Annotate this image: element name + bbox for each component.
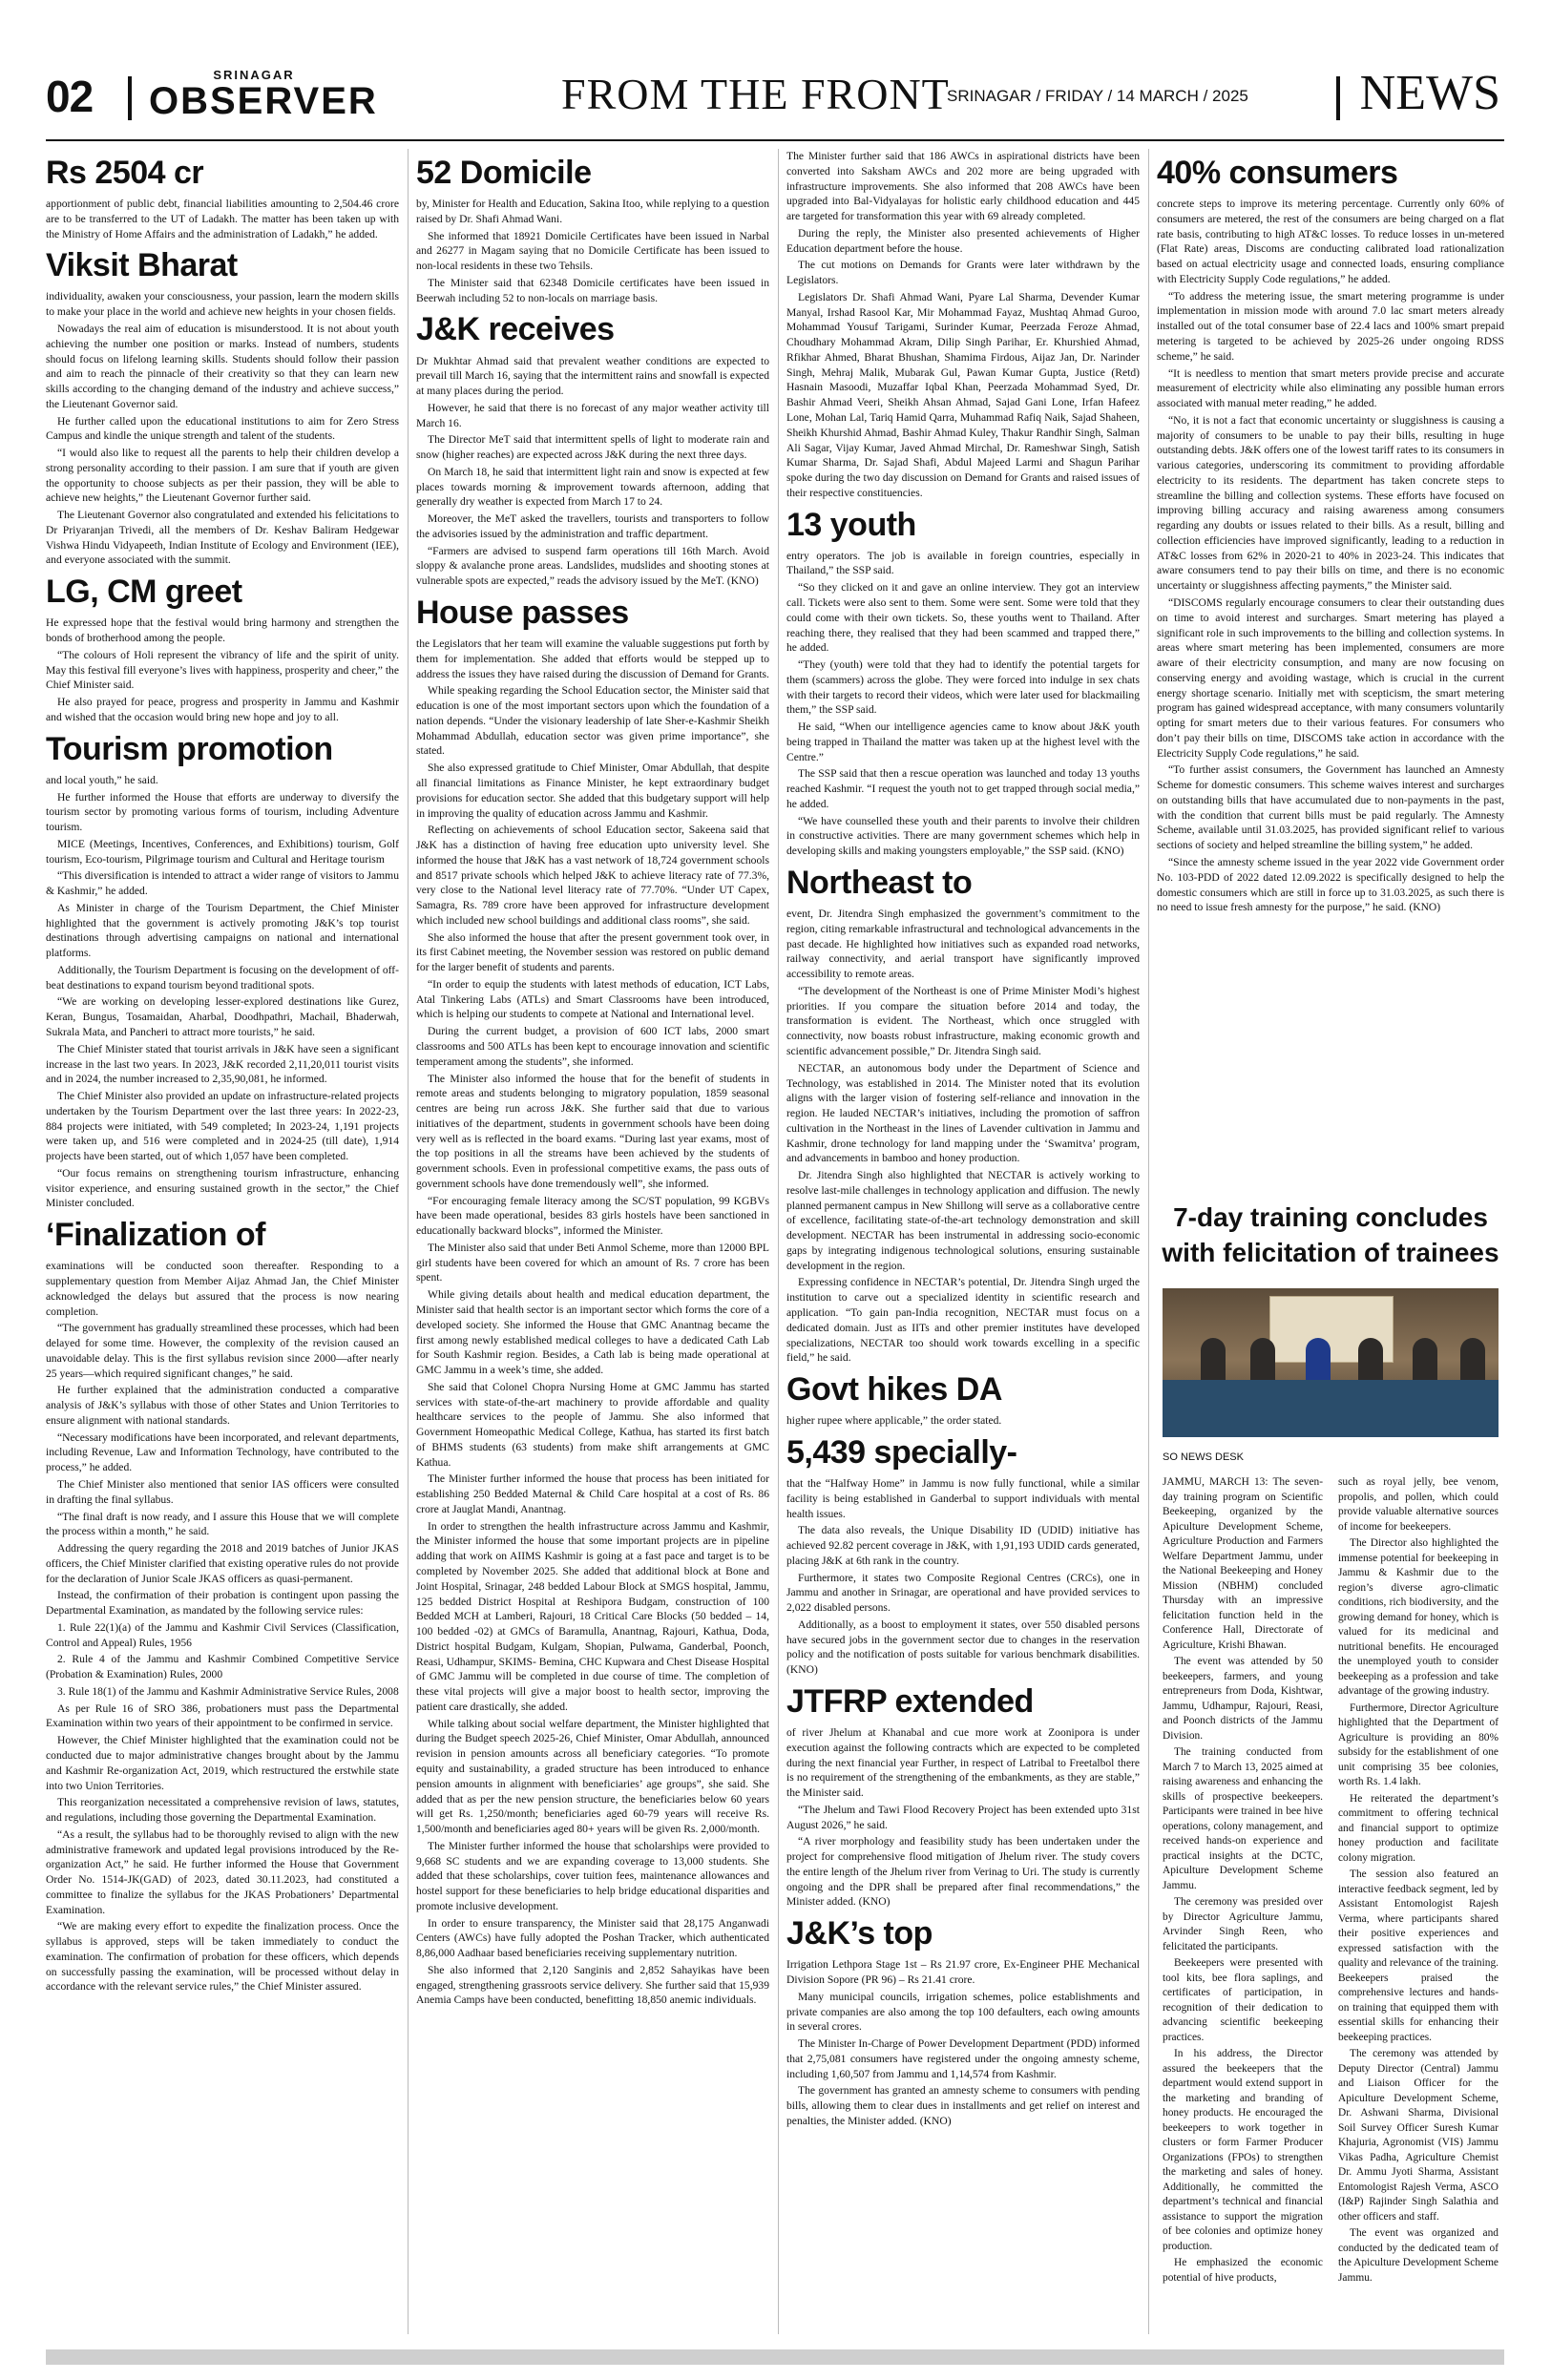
article-paragraph: “We have counselled these youth and their parents to involve their children in constructive activities. There are many government schemes which help in developing skills and making youngsters employable,” the SSP said. (KNO) <box>786 814 1140 858</box>
article-paragraph: The training conducted from March 7 to March 13, 2025 aimed at raising awareness and enhancing the skills of prospective beekeepers. Participants were trained in bee hive operations, colony management, and received hands-on experience and practical insights at the DCTC, Apiculture Development Scheme Jammu. <box>1163 1746 1323 1891</box>
article-paragraph: apportionment of public debt, financial liabilities amounting to 2,504.46 crore are to be transferred to the UT of Ladakh. The matter has been taken up with the Ministry of Home Affairs and the administration of Ladakh,” he added. <box>46 198 399 240</box>
article-headline: Tourism promotion <box>46 730 333 767</box>
article-paragraph: She also informed that 2,120 Sanginis and 2,852 Sahayikas have been engaged, strengthening grassroots service delivery. She further said that 15,939 Anemia Camps have been conducted, benefitting 18,850 anemic individuals. <box>416 1963 769 2007</box>
article-paragraph: He expressed hope that the festival would bring harmony and strengthen the bonds of brotherhood among the people. <box>46 616 399 645</box>
article-paragraph: The Minister said that 62348 Domicile certificates have been issued in Beerwah including 52 to non-locals on marriage basis. <box>416 276 769 304</box>
article-paragraph: Addressing the query regarding the 2018 and 2019 batches of Junior JKAS officers, the Chief Minister clarified that existing operative rules do not provide for the declaration of Junior Scale JKAS officers as quasi-permanent. <box>46 1542 399 1585</box>
logo-big-text: OBSERVER <box>149 80 378 122</box>
article <box>416 311 769 589</box>
article-headline: Rs 2504 cr <box>46 155 204 191</box>
article-paragraph: “The final draft is now ready, and I assure this House that we will complete the process within a month,” he said. <box>46 1510 399 1538</box>
column-3 <box>786 149 1140 2344</box>
article-paragraph: The Minister also informed the house that for the benefit of students in remote areas and students belonging to migratory population, 1859 seasonal centres are being run across J&K. She further said that due to various initiatives of the department, students in government schools have been doing very well as is reflected in the board exams. “During last year exams, most of the top positions in all the streams have been achieved by the students of government schools. Even in professional competitive exams, the pass outs of government schools have done tremendously well”, she informed. <box>416 1072 769 1190</box>
article <box>46 574 399 724</box>
article-paragraph: He further informed the House that efforts are underway to diversify the tourism sector by promoting various forms of tourism, including Adventure tourism. <box>46 790 399 834</box>
article-paragraph: This reorganization necessitated a comprehensive revision of laws, statutes, and regulations, including those governing the Departmental Examination. <box>46 1796 399 1825</box>
article <box>46 247 399 568</box>
column-divider <box>408 149 409 2334</box>
article-paragraph: During the current budget, a provision of 600 ICT labs, 2000 smart classrooms and 500 ATLs has been kept to encourage innovation and scientific temperament among the students”, she informed. <box>416 1025 769 1068</box>
masthead <box>46 61 1504 130</box>
article-paragraph: The data also reveals, the Unique Disability ID (UDID) initiative has achieved 92.82 percent coverage in J&K, with 1,91,193 UDID cards generated, placing J&K at 6th rank in the country. <box>786 1524 1140 1567</box>
article-paragraph: such as royal jelly, bee venom, propolis, and pollen, which could provide valuable alternative sources of income for beekeepers. <box>1338 1476 1499 1533</box>
article-paragraph: “It is needless to mention that smart meters provide precise and accurate measurement of electricity while also eliminating any possible human errors associated with manual meter reading,” he added. <box>1157 366 1504 410</box>
article <box>786 507 1140 859</box>
dateline: SRINAGAR / FRIDAY / 14 MARCH / 2025 <box>947 87 1248 105</box>
article <box>46 155 399 241</box>
masthead-divider <box>128 76 132 120</box>
article-paragraph: “As a result, the syllabus had to be thoroughly revised to align with the new administrative framework and updated legal provisions introduced by the Re-organization Act,” he said. He further informed the House that Government Order No. 1514-JK(GAD) of 2023, dated 30.11.2023, had constituted a committee to finalize the syllabus for the JKAS Probationers’ Departmental Examination. <box>46 1827 399 1916</box>
article-paragraph: “To further assist consumers, the Government has launched an Amnesty Scheme for domestic consumers. This scheme waives interest and surcharges on outstanding bills that have accumulated due to non-payments in the past, with the condition that current bills must be paid regularly. The Amnesty Scheme, available until 31.03.2025, has provided significant relief to various sections of society and helped streamline the billing system,” he added. <box>1157 763 1504 852</box>
article-paragraph: 2. Rule 4 of the Jammu and Kashmir Combined Competitive Service (Probation & Examination) Rules, 2000 <box>46 1653 399 1681</box>
training-column-2 <box>1338 1475 1499 2334</box>
article-paragraph: He further called upon the educational institutions to aim for Zero Stress Campus and kindle the unique strength and talent of the students. <box>46 414 399 443</box>
article-paragraph: 1. Rule 22(1)(a) of the Jammu and Kashmir Civil Services (Classification, Control and Appeal) Rules, 1956 <box>46 1620 399 1649</box>
article <box>786 1434 1140 1678</box>
article-paragraph: The Minister further said that 186 AWCs in aspirational districts have been converted into Saksham AWCs and 202 more are being upgraded with infrastructure improvements. She also informed that 208 AWCs have been upgraded into Bal-Vidyalayas for holistic early childhood education and 445 are targeted for transformation this year with 69 already completed. <box>786 150 1140 223</box>
article-paragraph: Legislators Dr. Shafi Ahmad Wani, Pyare Lal Sharma, Devender Kumar Manyal, Irshad Rasool Kar, Mir Mohammad Fayaz, Mushtaq Ahmad Guroo, Mohammad Yousuf Tarigami, Surinder Kumar, Peerzada Feroze Ahmad, Choudhary Mohammad Akram, Dilip Singh Parihar, Er. Khurshied Ahmad, Rfikhar Ahmed, Bharat Bhushan, Shamima Firdous, Aijaz Jan, Dr. Narinder Singh, Mehraj Malik, Mubarak Gul, Pawan Kumar Gupta, Justice (Retd) Hasnain Masoodi, Muzaffar Iqbal Khan, Peerzada Mohammad Syed, Dr. Bashir Ahmad Veeri, Sheikh Ahsan Ahmad, Sajad Gani Lone, Irfan Hafeez Lone, Mohan Lal, Tariq Hamid Qarra, Muhammad Rafiq Naik, Sajad Shaheen, Sheikh Khurshid Ahmad, Bashir Ahmad Kuley, Thakur Randhir Singh, Salman Ali Sagar, Vijay Kumar, Javed Ahmad Mirchal, Dr. Rameshwar Singh, Satish Kumar Sharma, Dr. Sajad Shafi, Abdul Majeed Larmi and Shagun Parihar spoke during the two day discussion on Demand for Grants and raised issues of their respective constituencies. <box>786 290 1140 499</box>
article-headline: Northeast to <box>786 865 973 901</box>
article-paragraph: of river Jhelum at Khanabal and cue more work at Zoonipora is under execution against the following contracts which are expected to be completed during the next financial year Further, in respect of Latribal to Freetalbol there is no requirement of the strengthening of the embankments, as they are stable,” the Minister said. <box>786 1726 1140 1800</box>
article <box>1157 155 1504 915</box>
article-paragraph: Reflecting on achievements of school Education sector, Sakeena said that J&K has a distinction of having free education upto university level. She informed the house that J&K has a vast network of 18,724 government schools and 8517 private schools which helped J&K to achieve literacy rate of 77.3%, very close to the National level literacy rate of 77.70%. “Under UT Capex, Samagra, Rs. 789 crore have been approved for infrastructure development which included new school buildings and additional class rooms”, she said. <box>416 824 769 927</box>
article-paragraph: “The Jhelum and Tawi Flood Recovery Project has been extended upto 31st August 2026,” he said. <box>786 1803 1140 1831</box>
article-paragraph: However, the Chief Minister highlighted that the examination could not be conducted due to major administrative changes brought about by the Jammu and Kashmir Re-organization Act, 2019, which restructured the erstwhile state into two Union Territories. <box>46 1734 399 1792</box>
article-paragraph: “We are making every effort to expedite the finalization process. Once the syllabus is approved, steps will be taken immediately to conduct the examination. The confirmation of probation for these officers, which depends on successfully passing the examination, will be processed without delay in accordance with the relevant service rules,” the Chief Minister assured. <box>46 1920 399 1994</box>
article-paragraph: He also prayed for peace, progress and prosperity in Jammu and Kashmir and wished that the occasion would bring new hope and joy to all. <box>46 696 399 723</box>
article-paragraph: However, he said that there is no forecast of any major weather activity till March 16. <box>416 401 769 429</box>
article-paragraph: Beekeepers were presented with tool kits, bee flora saplings, and certificates of participation, in recognition of their dedication to advancing scientific beekeeping practices. <box>1163 1957 1323 2043</box>
article-headline: House passes <box>416 595 629 631</box>
article-paragraph: The Minister In-Charge of Power Development Department (PDD) informed that 2,75,081 consumers have registered under the ongoing amnesty scheme, including 1,60,507 from Jammu and 1,14,574 from Kashmir. <box>786 2037 1140 2080</box>
article-paragraph: concrete steps to improve its metering percentage. Currently only 60% of consumers are metered, the rest of the consumers are being charged on a flat rate basis, contributing to high AT&C losses. To reduce losses in un-metered (Flat Rate) areas, Discoms are conducting calibrated load rationalization based on actual electricity usage and connected loads, ensuring compliance with Electricity Supply Code regulations,” he added. <box>1157 198 1504 285</box>
article-paragraph: MICE (Meetings, Incentives, Conferences, and Exhibitions) tourism, Golf tourism, Eco-tourism, Pilgrimage tourism and Cultural and Heritage tourism <box>46 837 399 866</box>
column-4 <box>1157 149 1504 1199</box>
article-paragraph: The Chief Minister also provided an update on infrastructure-related projects undertaken by the Tourism Department over the last three years: In 2022-23, 884 projects were initiated, with 549 completed; In 2023-24, 1,191 projects were taken up, and 516 were completed and in 2024-25 (till date), 1,914 projects have been started, out of which 1,057 have been completed. <box>46 1090 399 1163</box>
article-paragraph: The session also featured an interactive feedback segment, led by Assistant Entomologist Rajesh Verma, where participants shared their positive experiences and expressed satisfaction with the quality and relevance of the training. Beekeepers praised the comprehensive lectures and hands-on training that equipped them with essential skills for enhancing their beekeeping practices. <box>1338 1869 1499 2043</box>
news-label: NEWS <box>1359 66 1500 120</box>
article-paragraph: The Chief Minister stated that tourist arrivals in J&K have seen a significant increase in the last two years. In 2023, J&K recorded 2,11,20,011 tourist visits and in 2024, the number increased to 2,35,90,081, he informed. <box>46 1042 399 1086</box>
article-paragraph: NECTAR, an autonomous body under the Department of Science and Technology, was established in 2014. The Minister noted that its evolution aligns with the larger vision of fostering self-reliance and innovation in the region. He lauded NECTAR’s initiatives, including the promotion of saffron cultivation in the Northeast in the lines of Lavender cultivation in Jammu and Kashmir, drone technology for land mapping under the ‘Swamitva’ program, and advancements in bamboo and honey production. <box>786 1061 1140 1165</box>
page-number: 02 <box>46 72 94 121</box>
page-footer-bar <box>46 2349 1504 2365</box>
article-paragraph: The Minister also said that under Beti Anmol Scheme, more than 12000 BPL girl students have been covered for which an amount of Rs. 7 crore has been spent. <box>416 1241 769 1284</box>
article-paragraph: The cut motions on Demands for Grants were later withdrawn by the Legislators. <box>786 259 1140 287</box>
article-paragraph: The Director MeT said that intermittent spells of light to moderate rain and snow (higher reaches) are expected across J&K during the next three days. <box>416 433 769 462</box>
article-paragraph: entry operators. The job is available in foreign countries, especially in Thailand,” the SSP said. <box>786 549 1140 577</box>
training-column-1 <box>1163 1475 1323 2334</box>
article-paragraph: “In order to equip the students with latest methods of education, ICT Labs, Atal Tinkering Labs (ATLs) and Smart Classrooms have been introduced, which is helping our students to compete at National and International level. <box>416 977 769 1021</box>
column-divider <box>1148 149 1149 2334</box>
article-paragraph: “So they clicked on it and gave an online interview. They got an interview call. Tickets were also sent to them. Some were sent. Some were told that they could come with their own tickets. So, these youths went to Thailand. After reaching there, they realised that they had been scammed and trapped there,” he added. <box>786 581 1140 655</box>
article-paragraph: Expressing confidence in NECTAR’s potential, Dr. Jitendra Singh urged the institution to carve out a specialized identity in scientific research and application. “To gain pan-India recognition, NECTAR must focus on a dedicated domain. Just as IITs and other premier institutes have developed specializations, NECTAR too should work towards excelling in a specific field,” he said. <box>786 1276 1140 1365</box>
article-paragraph: In order to strengthen the health infrastructure across Jammu and Kashmir, the Minister informed the house that some important projects are in pipeline adding that work on AIIMS Kashmir is going at a fast pace and target is to be completed by November 2025. She added that additional block at Bone and Joint Hospital, Srinagar, 248 bedded Labour Block at SMGS hospital, Jammu, 125 bedded District Hospital at Reshipora Budgam, construction of 100 Bedded MCH at Lamberi, Rajouri, 18 Critical Care Blocks (50 bedded – 14, 100 bedded -02) at GMCs of Baramulla, Anantnag, Rajouri, Kathua, Doda, District hospital Budgam, Kulgam, Shopian, Pulwama, Ganderbal, Poonch, Reasi, Udhampur, SKIMS- Bemina, CHC Kupwara and Chest Disease Hospital of GMC Jammu will be completed in due course of time. The completion of these vital projects will give a major boost to health sector, improving the patient care drastically, she added. <box>416 1519 769 1713</box>
article-paragraph: The SSP said that then a rescue operation was launched and today 13 youths reached Kashmir. “I request the youth not to get trapped through social media,” he added. <box>786 767 1140 810</box>
article-paragraph: The event was organized and conducted by the dedicated team of the Apiculture Development Scheme Jammu. <box>1338 2227 1499 2284</box>
article-paragraph: “Farmers are advised to suspend farm operations till 16th March. Avoid sloppy & avalanche prone areas. Landslides, mudslides and shooting stones at vulnerable spots are expected,” reads the advisory issued by the MeT. (KNO) <box>416 544 769 588</box>
article-headline: JTFRP extended <box>786 1682 1034 1720</box>
article-paragraph: The ceremony was presided over by Director Agriculture Jammu, Arvinder Singh Reen, who felicitated the participants. <box>1163 1896 1323 1952</box>
article-paragraph: While talking about social welfare department, the Minister highlighted that during the Budget speech 2025-26, Chief Minister, Omar Abdullah, announced revision in pension amounts across all beneficiary categories. “To promote equity and sustainability, a graded structure has been introduced to enhance pension amounts in alignment with beneficiaries’ age groups”, she said. She added that as per the new pension structure, the beneficiaries below 60 years will get Rs. 1,250/month; beneficiaries aged 60-79 years will receive Rs. 1,500/month and beneficiaries aged 80+ years will be given Rs. 2,000/month. <box>416 1717 769 1836</box>
article-headline: J&K’s top <box>786 1915 933 1952</box>
article-paragraph: She also informed the house that after the present government took over, in its first Cabinet meeting, the November session was restored on public demand for the larger benefit of students and parents. <box>416 930 769 974</box>
article-paragraph: Moreover, the MeT asked the travellers, tourists and transporters to follow the advisories issued by the administration and traffic department. <box>416 512 769 540</box>
article-paragraph: During the reply, the Minister also presented achievements of Higher Education department before the house. <box>786 226 1140 255</box>
article-paragraph: He said, “When our intelligence agencies came to know about J&K youth being trapped in Thailand the matter was taken up at the highest level with the Centre.” <box>786 720 1140 763</box>
article-paragraph: The government has granted an amnesty scheme to consumers with pending bills, allowing them to clear dues in installments and get relief on interest and penalties, the Minister added. (KNO) <box>786 2084 1140 2127</box>
article-paragraph: “No, it is not a fact that economic uncertainty or sluggishness is causing a majority of consumers to be unable to pay their bills, resulting in huge outstanding debts. J&K offers one of the lowest tariff rates to its consumers in various categories, underscoring its commitment to providing affordable electricity to its residents. The department has taken concrete steps to streamline the billing and collection systems. These efforts have focused on improving billing accuracy and raising awareness among consumers regarding any doubts or issues related to their bills. As a result, billing and collection efficiencies have improved significantly, leading to a reduction in AT&C losses from 62% in 2020-21 to 40% in 2023-24. This indicates that aware consumers tend to pay their bills on time, and there is no economic uncertainty or sluggishness affecting payments,” the Minister said. <box>1157 413 1504 593</box>
article-headline: J&K receives <box>416 311 615 348</box>
article-paragraph: Irrigation Lethpora Stage 1st – Rs 21.97 crore, Ex-Engineer PHE Mechanical Division Sopore (PR 96) – Rs 21.41 crore. <box>786 1958 1140 1987</box>
article-paragraph: Many municipal councils, irrigation schemes, police establishments and private companies are also among the top 100 defaulters, each owing amounts in several crores. <box>786 1990 1140 2034</box>
article-headline: Govt hikes DA <box>786 1371 1002 1409</box>
article-paragraph: Nowadays the real aim of education is misunderstood. It is not about youth achieving the number one position or marks. Instead of numbers, students should focus on lifelong learning skills. Students should follow their passion and aim to reach the pinnacle of their creativity so that they can learn new skills according to the changing demand of the industry and achieve success,” the Lieutenant Governor said. <box>46 322 399 410</box>
article-paragraph: “To address the metering issue, the smart metering programme is under implementation in mission mode with around 7.0 lac smart meters already installed out of the total consumer base of 22.4 lacs and 100% smart prepaid metering is targeted to be achieved by 2025-26 under ongoing RDSS scheme,” he said. <box>1157 289 1504 363</box>
article-paragraph: While giving details about health and medical education department, the Minister said that health sector is an important sector which forms the core of a developed society. She informed the House that GMC Anantnag became the first among newly established medical colleges to have a dedicated Cath Lab for South Kashmir region. Besides, a Cath lab is being made operational at GMC Jammu in a week’s time, she added. <box>416 1288 769 1377</box>
article-paragraph: He reiterated the department’s commitment to offering technical and financial support to optimize honey production and facilitate colony migration. <box>1338 1792 1499 1864</box>
article-paragraph: The Director also highlighted the immense potential for beekeeping in Jammu & Kashmir due to the region’s diverse agro-climatic conditions, rich biodiversity, and the growing demand for honey, which is valued for its medicinal and nutritional benefits. He encouraged the unemployed youth to consider beekeeping as a profession and take advantage of the growing industry. <box>1338 1537 1499 1697</box>
article <box>416 155 769 305</box>
article-paragraph: Additionally, the Tourism Department is focusing on the development of off-beat destinations to expand tourism beyond traditional spots. <box>46 963 399 992</box>
article-paragraph: individuality, awaken your consciousness, your passion, learn the modern skills to make your place in the world and achieve new heights in your chosen fields. <box>46 290 399 319</box>
article-paragraph: “I would also like to request all the parents to help their children develop a strong personality according to their passion. I am sure that if youth are given the opportunity to choose subjects as per their passion, they will be able to achieve new heights,” the Lieutenant Governor further said. <box>46 447 399 505</box>
article-paragraph: While speaking regarding the School Education sector, the Minister said that education is one of the most important sectors upon which the foundation of a nation depends. “Under the visionary leadership of late Sher-e-Kashmir Sheikh Mohammad Abdullah, education sector was given prime importance”, she stated. <box>416 684 769 758</box>
article-paragraph: The ceremony was attended by Deputy Director (Central) Jammu and Liaison Officer for the Apiculture Development Scheme, Dr. Ashwani Sharma, Divisional Soil Survey Officer Suresh Kumar Khajuria, Agronomist (VIS) Jammu Vikas Padha, Agriculture Chemist Dr. Ammu Jyoti Sharma, Assistant Entomologist Rajesh Verma, ASCO (I&P) Rajinder Singh Salathia and other officers and staff. <box>1338 2048 1499 2223</box>
column-divider <box>778 149 779 2334</box>
article-paragraph: She also expressed gratitude to Chief Minister, Omar Abdullah, that despite all financial limitations as Finance Minister, he kept extraordinary budget provisions for education sector. She added that this budgetary support will help in improving the quality of education across Jammu and Kashmir. <box>416 762 769 820</box>
article-paragraph: “The government has gradually streamlined these processes, which had been delayed for some time. However, the complexity of the revision caused an unavoidable delay. This is the first syllabus revision since 2000—after nearly 25 years—which required significant changes,” he said. <box>46 1322 399 1380</box>
article-paragraph: “Our focus remains on strengthening tourism infrastructure, enhancing visitor experience, and ensuring sustained growth in the sector,” the Chief Minister concluded. <box>46 1166 399 1210</box>
article <box>46 731 399 1212</box>
article <box>786 865 1140 1366</box>
article-paragraph: The Minister further informed the house that scholarships were provided to 9,668 SC students and we are expanding coverage to 13,000 students. She added that these scholarships, cover tuition fees, maintenance allowances and hostel support for these beneficiaries to help bridge educational disparities and promote inclusive development. <box>416 1839 769 1912</box>
article-paragraph: She said that Colonel Chopra Nursing Home at GMC Jammu has started services with state-of-the-art machinery to provide affordable and quality healthcare services to the people of Jammu. She also informed that Government Homeopathic Medical College, Kathua, has started its first batch of BHMS students (63 students) from make shift arrangements at GMC Kathua. <box>416 1380 769 1469</box>
training-headline: 7-day training concludes with felicitation of trainees <box>1162 1202 1499 1267</box>
column-2 <box>416 149 769 2344</box>
section-title: FROM THE FRONT <box>561 70 950 118</box>
article <box>416 595 769 2008</box>
column-1 <box>46 149 399 2344</box>
article-paragraph: by, Minister for Health and Education, Sakina Itoo, while replying to a question raised by Dr. Shafi Ahmad Wani. <box>416 198 769 225</box>
masthead-rule <box>46 139 1504 141</box>
article-paragraph: “DISCOMS regularly encourage consumers to clear their outstanding dues on time to avoid interest and surcharges. Smart metering has played a significant role in such improvements to the billing and collection systems. In areas where smart metering has been implemented, consumers are more aware of their electricity consumption, and many are now focusing on conserving energy and avoiding wastage, which is crucial in the current energy shortage scenario. Initially met with scepticism, the smart metering program has gained widespread acceptance, with many consumers voluntarily opting for smart meters due to their various features. For consumers who don’t pay their bills on time, DISCOMS take action in accordance with the Electricity Supply Code regulations,” he said. <box>1157 595 1504 760</box>
article-paragraph: Dr Mukhtar Ahmad said that prevalent weather conditions are expected to prevail till March 16, saying that the intermittent rains and snowfall is expected at many places during the period. <box>416 354 769 398</box>
article-paragraph: In order to ensure transparency, the Minister said that 28,175 Anganwadi Centers (AWCs) have fully adopted the Poshan Tracker, which authenticated 8,86,000 Aadhaar based beneficiaries receiving supplementary nutrition. <box>416 1916 769 1960</box>
article-headline: 52 Domicile <box>416 155 592 191</box>
article-paragraph: The Chief Minister also mentioned that senior IAS officers were consulted in drafting the final syllabus. <box>46 1477 399 1506</box>
article-paragraph: that the “Halfway Home” in Jammu is now fully functional, while a similar facility is being established in Ganderbal to support individuals with mental health issues. <box>786 1476 1140 1520</box>
article-headline: 13 youth <box>786 506 916 543</box>
article-paragraph: and local youth,” he said. <box>46 773 158 786</box>
article-paragraph: examinations will be conducted soon thereafter. Responding to a supplementary question from Member Aijaz Ahmad Jan, the Chief Minister acknowledged the delays but assured that the process is now nearing completion. <box>46 1260 399 1318</box>
article <box>786 1915 1140 2129</box>
article <box>786 1683 1140 1910</box>
article-paragraph: “A river morphology and feasibility study has been undertaken under the project for comprehensive flood mitigation of Jhelum river. The study covers the entire length of the Jhelum river from Verinag to Uri. The study is currently ongoing and the DPR shall be prepared after final recommendations,” the Minister added. (KNO) <box>786 1835 1140 1909</box>
article-paragraph: higher rupee where applicable,” the order stated. <box>786 1414 1002 1428</box>
article <box>46 1217 399 1994</box>
article-headline: Viksit Bharat <box>46 247 238 284</box>
article-paragraph: “The colours of Holi represent the vibrancy of life and the spirit of unity. May this festival fill everyone’s lives with happiness, prosperity and cheer,” the Chief Minister said. <box>46 648 399 692</box>
article-paragraph: 3. Rule 18(1) of the Jammu and Kashmir Administrative Service Rules, 2008 <box>57 1684 399 1698</box>
article-headline: 5,439 specially- <box>786 1433 1017 1471</box>
event-table <box>1163 1380 1499 1437</box>
article-paragraph: “For encouraging female literacy among the SC/ST population, 99 KGBVs have been made operational, besides 83 girls hostels have been sanctioned in educationally backward blocks”, informed the Minister. <box>416 1194 769 1238</box>
article-paragraph: “Necessary modifications have been incorporated, and relevant departments, including Revenue, Law and Information Technology, have contributed to the process,” he added. <box>46 1430 399 1474</box>
logo-small-text: SRINAGAR <box>213 68 295 82</box>
article-headline: LG, CM greet <box>46 574 242 611</box>
article-headline: ‘Finalization of <box>46 1217 265 1254</box>
article-paragraph: “We are working on developing lesser-explored destinations like Gurez, Keran, Bungus, Tosamaidan, Aharbal, Doodhpathri, Machail, Bhaderwah, Sukrala Mata, and Pancheri to attract more tourists,” he said. <box>46 995 399 1038</box>
article-paragraph: He emphasized the economic potential of hive products, <box>1163 2257 1323 2284</box>
article-paragraph: The Lieutenant Governor also congratulated and extended his felicitations to Dr Priyaranjan Trivedi, all the members of Dr. Keshav Baliram Hedgewar Vishwa Hindu Vidyapeeth, Indian Institute of Ecology and Environment (IEE), and everyone associated with the summit. <box>46 509 399 567</box>
article-paragraph: As Minister in charge of the Tourism Department, the Chief Minister highlighted that the government is actively promoting J&K’s top tourist destinations through advertising campaigns on national and international platforms. <box>46 901 399 960</box>
article-paragraph: Furthermore, it states two Composite Regional Centres (CRCs), one in Jammu and another in Srinagar, are operational and have provided services to 2,022 disabled persons. <box>786 1571 1140 1615</box>
article-paragraph: As per Rule 16 of SRO 386, probationers must pass the Departmental Examination within two years of their appointment to be confirmed in service. <box>46 1701 399 1730</box>
article-paragraph: She informed that 18921 Domicile Certificates have been issued in Narbal and 26277 in Magam saying that no Domicile Certificate has been issued to non-local residents in these two Tehsils. <box>416 229 769 273</box>
article-paragraph: JAMMU, MARCH 13: The seven-day training program on Scientific Beekeeping, organized by the Apiculture Development Scheme, Agriculture Production and Farmers Welfare Department Jammu, under the National Beekeeping and Honey Mission (NBHM) concluded Thursday with an impressive felicitation function held in the Conference Hall, Directorate of Agriculture, Krishi Bhawan. <box>1163 1476 1323 1651</box>
article <box>786 1371 1140 1429</box>
article-paragraph: The event was attended by 50 beekeepers, farmers, and young entrepreneurs from Doda, Kishtwar, Jammu, Udhampur, Rajouri, Reasi, and Poonch districts of the Jammu Division. <box>1163 1656 1323 1742</box>
newspaper-logo <box>149 68 378 122</box>
article-paragraph: Instead, the confirmation of their probation is contingent upon passing the Departmental Examination, as mandated by the following service rules: <box>46 1589 399 1618</box>
article-paragraph: the Legislators that her team will examine the valuable suggestions put forth by them for implementation. She added that efforts would be stepped up to address the issues they have raised during the discussion of Demand for Grants. <box>416 637 769 680</box>
article-paragraph: The Minister further informed the house that process has been initiated for establishing 250 Bedded Maternal & Child Care hospital at a cost of Rs. 86 crore at Jauglat Mandi, Anantnag. <box>416 1472 769 1515</box>
article <box>786 149 1140 501</box>
article-headline: 40% consumers <box>1157 155 1398 191</box>
article-paragraph: Additionally, as a boost to employment it states, over 550 disabled persons have secured jobs in the government sector due to changes in the reservation policy and the notification of posts suitable for various benchmark disabilities. (KNO) <box>786 1618 1140 1677</box>
article-paragraph: On March 18, he said that intermittent light rain and snow is expected at few places towards morning & improvement towards afternoon, adding that generally dry weather is expected from March 17 to 24. <box>416 465 769 509</box>
article-paragraph: He further explained that the administration conducted a comparative analysis of J&K’s syllabus with those of other States and Union Territories to ensure alignment with national standards. <box>46 1384 399 1427</box>
article-paragraph: “The development of the Northeast is one of Prime Minister Modi’s highest priorities. If you compare the situation before 2014 and today, the transformation is evident. The Northeast, which once struggled with connectivity, now boasts robust infrastructure, making economic growth and scientific advancement possible,” Dr. Jitendra Singh said. <box>786 984 1140 1057</box>
article-paragraph: In his address, the Director assured the beekeepers that the department would extend support in the marketing and branding of honey products. He encouraged the beekeepers to work together in clusters or form Farmer Producer Organizations (FPOs) to strengthen the marketing and sales of honey. Additionally, he committed the department’s technical and financial assistance to support the migration of bee colonies and optimize honey production. <box>1163 2048 1323 2252</box>
article-paragraph: event, Dr. Jitendra Singh emphasized the government’s commitment to the region, citing remarkable infrastructural and technological advancements in the past decade. He highlighted how initiatives such as expanded road networks, railway connectivity, and aerial transport have significantly improved accessibility to remote areas. <box>786 908 1140 981</box>
article-paragraph: “Since the amnesty scheme issued in the year 2022 vide Government order No. 103-PDD of 2022 dated 12.09.2022 is specifically designed to help the domestic consumers which are still in force up to 31.03.2025, as such there is no need to issue fresh amnesty for the purpose,” he said. (KNO) <box>1157 856 1504 914</box>
article-paragraph: Furthermore, Director Agriculture highlighted that the Department of Agriculture is providing an 80% subsidy for the establishment of one unit comprising 35 bee colonies, worth Rs. 1.4 lakh. <box>1338 1701 1499 1787</box>
training-event-photo <box>1163 1288 1499 1437</box>
article-paragraph: “They (youth) were told that they had to identify the potential targets for them (scammers) across the globe. They were forced into indulge in sex chats with their targets to record their videos, which were later used for blackmailing them,” the SSP said. <box>786 658 1140 717</box>
news-divider <box>1336 76 1340 120</box>
byline: SO NEWS DESK <box>1163 1451 1244 1463</box>
article-paragraph: Dr. Jitendra Singh also highlighted that NECTAR is actively working to resolve last-mile challenges in technology application and diffusion. The newly planned permanent campus in New Shillong will serve as a collaborative centre of excellence, facilitating state-of-the-art technology demonstration and skill development. NECTAR has been instrumental in addressing socio-economic gaps by integrating indigenous technological solutions, ensuring sustainable development in the region. <box>786 1169 1140 1272</box>
article-paragraph: “This diversification is intended to attract a wider range of visitors to Jammu & Kashmir,” he added. <box>46 869 399 898</box>
